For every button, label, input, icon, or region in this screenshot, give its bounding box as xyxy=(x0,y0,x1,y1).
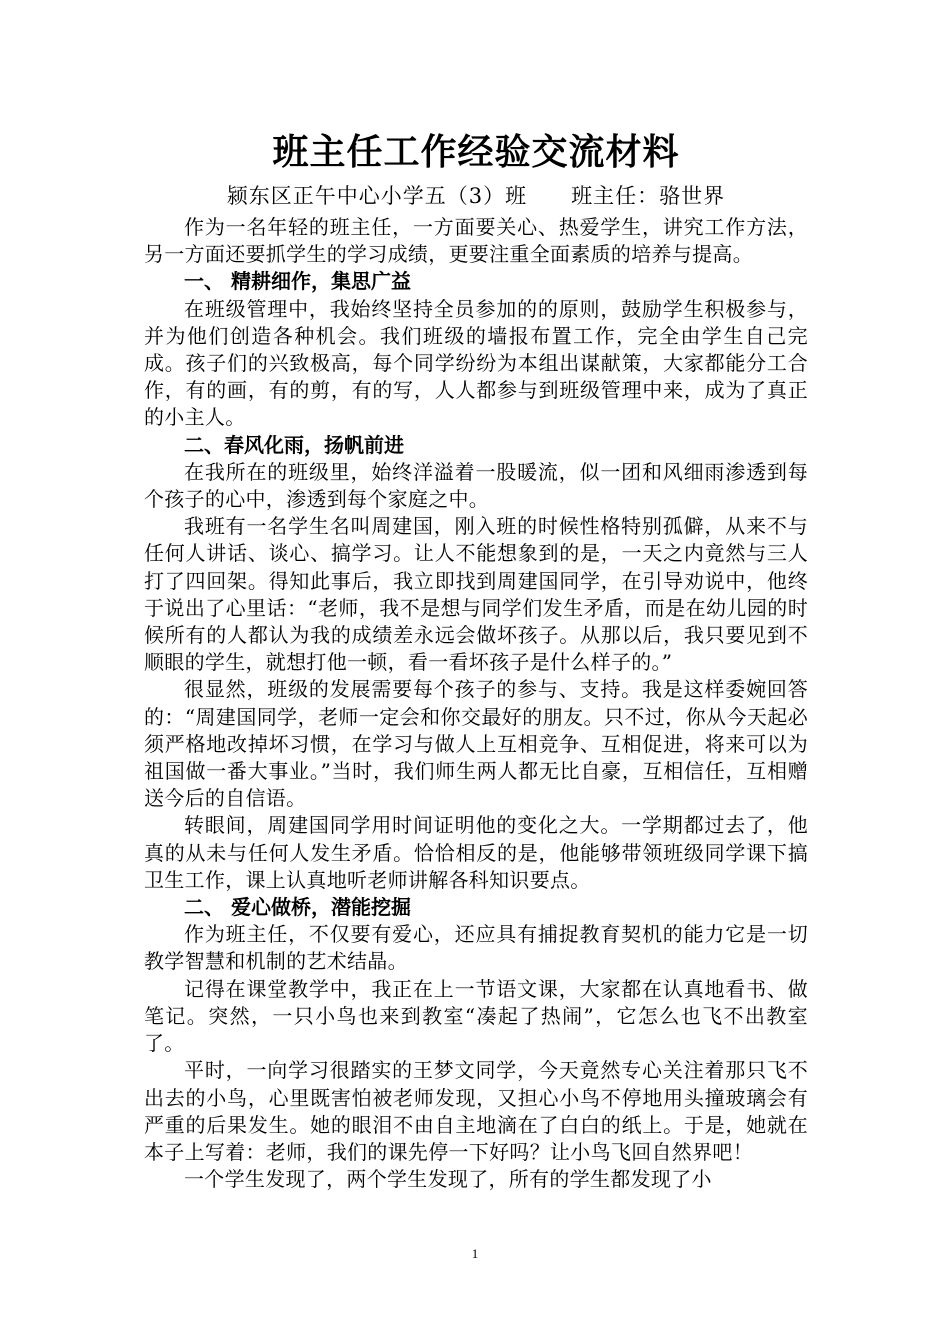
paragraph: 一个学生发现了，两个学生发现了，所有的学生都发现了小 xyxy=(184,1167,712,1192)
paragraph: 很显然，班级的发展需要每个孩子的参与、支持。我是这样委婉回答的：“周建国同学，老师一定会和你交最好的朋友。只不过，你从今天起必须严格地改掉坏习惯，在学习与做人上互相竞争、互相促进，将来可以为祖国做一番大事业。”当时，我们师生两人都无比自豪，互相信任，互相赠送今后的自信语。 xyxy=(144,677,808,811)
section-heading: 一、 精耕细作，集思广益 xyxy=(184,269,411,294)
document-body xyxy=(144,128,808,1193)
document-title: 班主任工作经验交流材料 xyxy=(272,131,680,173)
byline-teacher: 班主任：骆世界 xyxy=(571,184,726,208)
paragraph: 记得在课堂教学中，我正在上一节语文课，大家都在认真地看书、做笔记。突然，一只小鸟也来到教室“凑起了热闹”，它怎么也飞不出教室了。 xyxy=(144,976,808,1056)
paragraph: 我班有一名学生名叫周建国，刚入班的时候性格特别孤僻，从来不与任何人讲话、谈心、搞学习。让人不能想象到的是，一天之内竟然与三人打了四回架。得知此事后，我立即找到周建国同学，在引导劝说中，他终于说出了心里话：“老师，我不是想与同学们发生矛盾，而是在幼儿园的时候所有的人都认为我的成绩差永远会做坏孩子。从那以后，我只要见到不顺眼的学生，就想打他一顿，看一看坏孩子是什么样子的。” xyxy=(144,514,808,675)
section-heading: 二、 爱心做桥，潜能挖掘 xyxy=(184,895,411,920)
paragraph: 在我所在的班级里，始终洋溢着一股暖流，似一团和风细雨渗透到每个孩子的心中，渗透到每个家庭之中。 xyxy=(144,459,808,512)
paragraph: 作为一名年轻的班主任，一方面要关心、热爱学生，讲究工作方法，另一方面还要抓学生的学习成绩，更要注重全面素质的培养与提高。 xyxy=(144,215,808,267)
paragraph: 平时，一向学习很踏实的王梦文同学，今天竟然专心关注着那只飞不出去的小鸟，心里既害怕被老师发现，又担心小鸟不停地用头撞玻璃会有严重的后果发生。她的眼泪不由自主地滴在了白白的纸上。于是，她就在本子上写着：老师，我们的课先停一下好吗？让小鸟飞回自然界吧！ xyxy=(144,1058,808,1164)
byline-school: 颍东区正午中心小学五（3）班 xyxy=(226,184,528,208)
paragraph: 转眼间，周建国同学用时间证明他的变化之大。一学期都过去了，他真的从未与任何人发生矛盾。恰恰相反的是，他能够带领班级同学课下搞卫生工作，课上认真地听老师讲解各科知识要点。 xyxy=(144,813,808,892)
section-heading: 二、春风化雨，扬帆前进 xyxy=(184,432,404,457)
page-number: 1 xyxy=(471,1246,479,1261)
paragraph: 在班级管理中，我始终坚持全员参加的的原则，鼓励学生积极参与，并为他们创造各种机会。我们班级的墙报布置工作，完全由学生自己完成。孩子们的兴致极高，每个同学纷纷为本组出谋献策，大家都能分工合作，有的画，有的剪，有的写，人人都参与到班级管理中来，成为了真正的小主人。 xyxy=(144,296,808,430)
paragraph: 作为班主任，不仅要有爱心，还应具有捕捉教育契机的能力它是一切教学智慧和机制的艺术结晶。 xyxy=(144,922,808,974)
byline xyxy=(144,180,808,212)
